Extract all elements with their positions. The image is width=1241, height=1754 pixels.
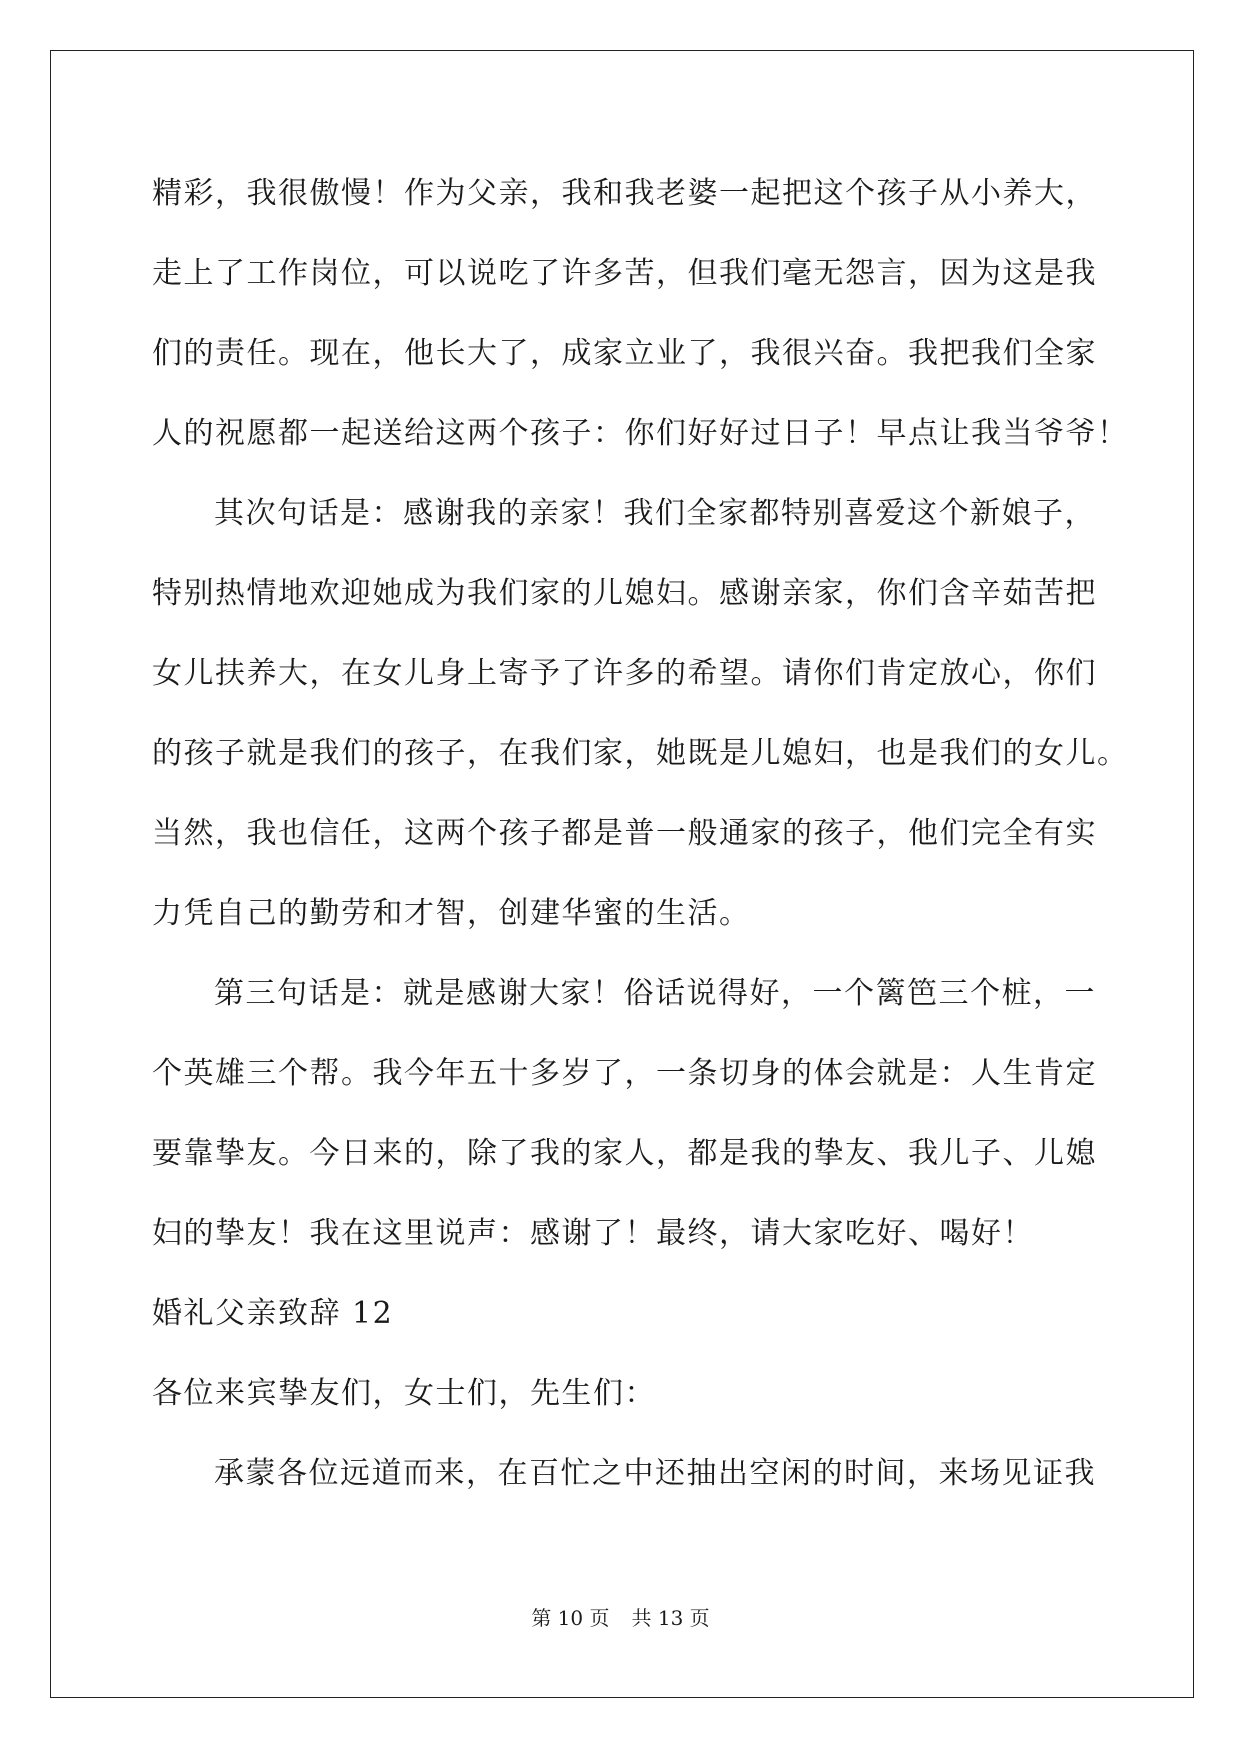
body-text-line: 们的责任。现在，他长大了，成家立业了，我很兴奋。我把我们全家 [152,336,1097,371]
body-text-line: 妇的挚友！我在这里说声：感谢了！最终，请大家吃好、喝好！ [152,1216,1034,1251]
body-text-line: 人的祝愿都一起送给这两个孩子：你们好好过日子！早点让我当爷爷！ [152,416,1129,451]
body-text-line: 特别热情地欢迎她成为我们家的儿媳妇。感谢亲家，你们含辛茹苦把 [152,576,1097,611]
paragraph-start-line: 其次句话是：感谢我的亲家！我们全家都特别喜爱这个新娘子， [214,496,1096,531]
page-number: 第 10 页 [531,1606,610,1630]
page-footer [0,1604,1241,1632]
body-text-line: 精彩，我很傲慢！作为父亲，我和我老婆一起把这个孩子从小养大， [152,176,1097,211]
page-total: 共 13 页 [631,1606,710,1630]
body-text-line: 个英雄三个帮。我今年五十多岁了，一条切身的体会就是：人生肯定 [152,1056,1097,1091]
body-text-line: 力凭自己的勤劳和才智，创建华蜜的生活。 [152,896,751,931]
body-text-line: 女儿扶养大，在女儿身上寄予了许多的希望。请你们肯定放心，你们 [152,656,1097,691]
body-text-line: 当然，我也信任，这两个孩子都是普一般通家的孩子，他们完全有实 [152,816,1097,851]
paragraph-start-line: 承蒙各位远道而来，在百忙之中还抽出空闲的时间，来场见证我 [214,1456,1096,1491]
page-border [50,50,1194,1698]
body-text-line: 走上了工作岗位，可以说吃了许多苦，但我们毫无怨言，因为这是我 [152,256,1097,291]
section-heading: 婚礼父亲致辞 12 [152,1296,394,1331]
salutation-line: 各位来宾挚友们，女士们，先生们： [152,1376,656,1411]
body-text-line: 的孩子就是我们的孩子，在我们家，她既是儿媳妇，也是我们的女儿。 [152,736,1129,771]
paragraph-start-line: 第三句话是：就是感谢大家！俗话说得好，一个篱笆三个桩，一 [214,976,1096,1011]
body-text-line: 要靠挚友。今日来的，除了我的家人，都是我的挚友、我儿子、儿媳 [152,1136,1097,1171]
